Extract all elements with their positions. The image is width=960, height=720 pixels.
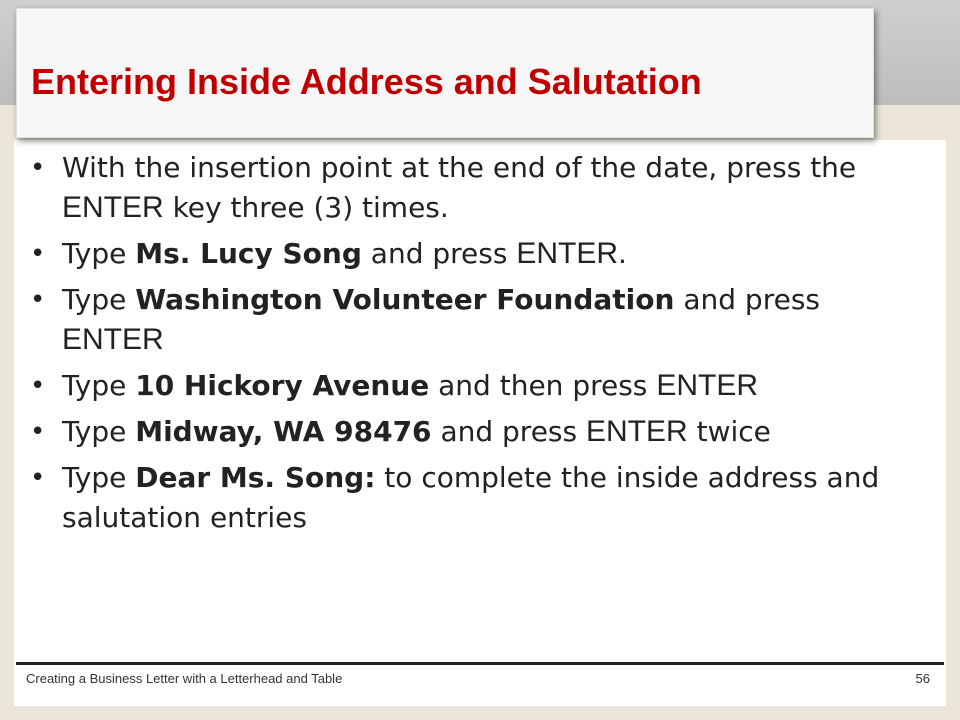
bullet-dot: • [30, 153, 46, 183]
typed-text: Midway, WA 98476 [135, 415, 432, 448]
enter-key-text: ENTER [586, 415, 688, 448]
bullet-text: and press [431, 415, 586, 448]
slide-title: Entering Inside Address and Salutation [31, 61, 702, 102]
bullet-text: Type [62, 415, 136, 448]
enter-key-text: ENTER [656, 369, 758, 402]
bullet-dot: • [30, 285, 46, 315]
bullet-dot: • [30, 417, 46, 447]
footer-caption: Creating a Business Letter with a Letterhead and Table [26, 671, 343, 686]
bullet-text: Type [62, 237, 136, 270]
bullet-item-4 [30, 366, 930, 406]
typed-text: Washington Volunteer Foundation [135, 283, 675, 316]
bullet-item-2 [30, 234, 930, 274]
bullet-text: Type [62, 369, 136, 402]
footer-divider [16, 662, 944, 665]
enter-key-text: ENTER [62, 191, 164, 224]
bullet-item-5 [30, 412, 930, 452]
bullet-text: key three (3) times. [163, 191, 449, 224]
bullet-dot: • [30, 463, 46, 493]
bullet-item-1 [30, 148, 930, 228]
bullet-text: and press [361, 237, 517, 270]
typed-text: 10 Hickory Avenue [135, 369, 430, 402]
bullet-text: and press [674, 283, 820, 316]
page-number: 56 [915, 671, 930, 686]
bullet-list [30, 148, 930, 544]
bullet-text: Type [62, 283, 136, 316]
bullet-text: . [618, 237, 627, 270]
enter-key-text: ENTER [62, 323, 164, 356]
typed-text: Dear Ms. Song: [135, 461, 376, 494]
bullet-dot: • [30, 371, 46, 401]
enter-key-text: ENTER [516, 237, 619, 270]
bullet-text: twice [687, 415, 771, 448]
bullet-text: With the insertion point at the end of the date, press the [62, 151, 857, 184]
bullet-dot: • [30, 239, 46, 269]
bullet-item-6 [30, 458, 930, 538]
typed-text: Ms. Lucy Song [135, 237, 362, 270]
bullet-text: and then press [429, 369, 657, 402]
bullet-text: to complete the inside address and salutation entries [62, 461, 880, 534]
bullet-text: Type [62, 461, 136, 494]
title-box [16, 8, 874, 138]
bullet-item-3 [30, 280, 930, 360]
